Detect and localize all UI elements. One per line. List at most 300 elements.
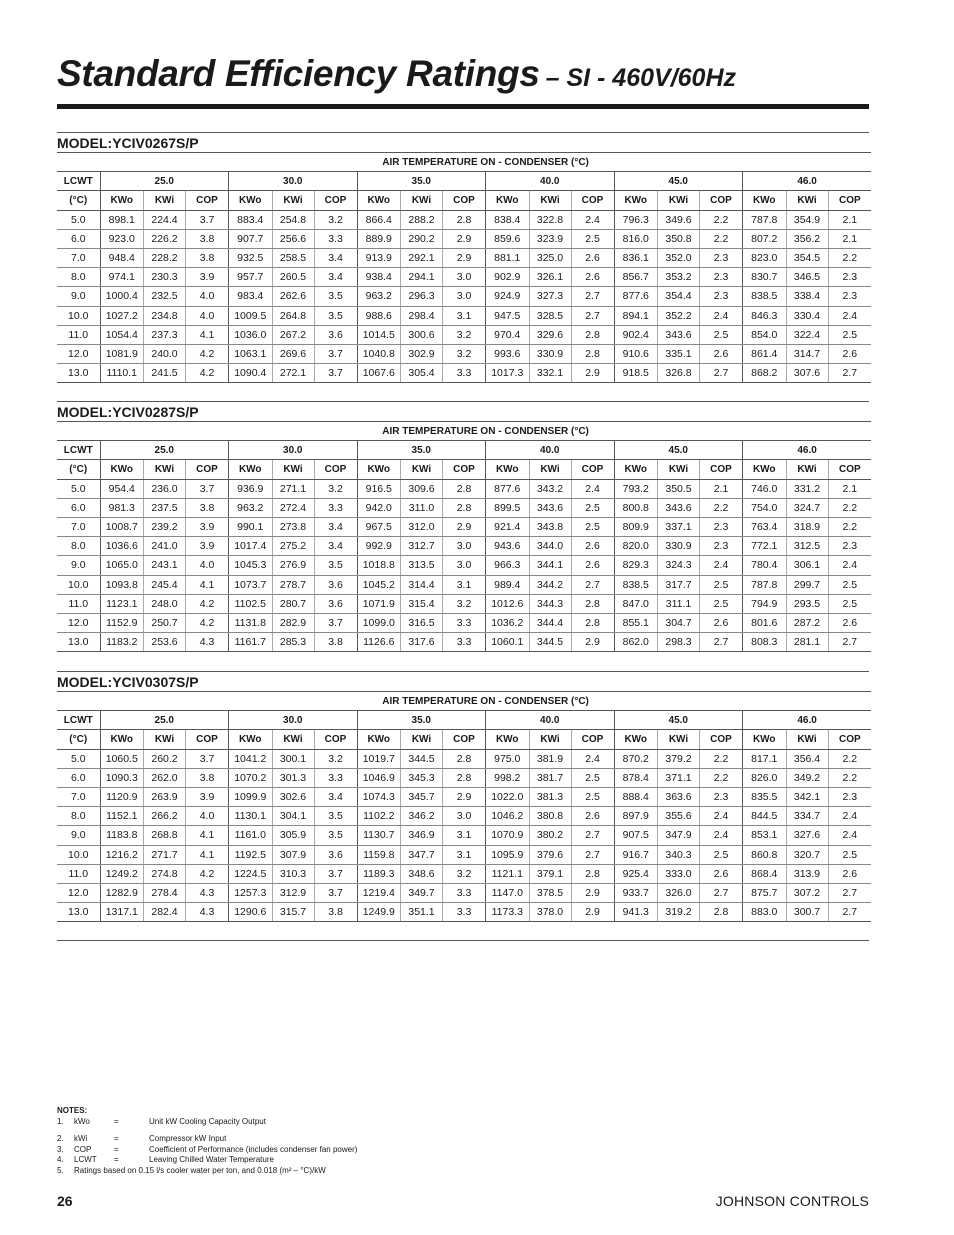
table-cell: 262.6: [272, 287, 314, 306]
table-cell: 353.2: [658, 268, 700, 287]
table-cell: 907.5: [614, 826, 658, 845]
table-cell: 309.6: [401, 479, 443, 498]
table-cell: 237.3: [144, 325, 186, 344]
table-cell: 2.5: [700, 594, 743, 613]
note-item: [57, 1145, 357, 1156]
table-cell: 3.4: [314, 787, 357, 806]
table-cell: 4.1: [186, 575, 229, 594]
table-cell: 2.6: [828, 344, 871, 363]
bottom-rule: [57, 940, 869, 941]
table-cell: 800.8: [614, 498, 658, 517]
table-cell: 305.4: [401, 364, 443, 383]
table-cell: 314.4: [401, 575, 443, 594]
table-cell: 3.2: [443, 864, 486, 883]
table-cell: 938.4: [357, 268, 401, 287]
table-cell: 315.4: [401, 594, 443, 613]
table-cell: 230.3: [144, 268, 186, 287]
table-row: [57, 556, 871, 575]
table-cell: 10.0: [57, 306, 100, 325]
table-cell: 4.2: [186, 344, 229, 363]
table-cell: 3.7: [314, 613, 357, 632]
temp-header: 35.0: [357, 172, 486, 191]
table-cell: 2.6: [571, 537, 614, 556]
column-header: COP: [828, 460, 871, 479]
table-cell: 3.2: [443, 325, 486, 344]
table-cell: 2.4: [828, 306, 871, 325]
table-cell: 2.4: [571, 210, 614, 229]
table-cell: 281.1: [786, 633, 828, 652]
model-name: MODEL:YCIV0267S/P: [57, 135, 199, 151]
table-cell: 974.1: [100, 268, 144, 287]
table-row: [57, 768, 871, 787]
table-cell: 323.9: [529, 229, 571, 248]
table-cell: 2.4: [828, 826, 871, 845]
table-cell: 823.0: [743, 248, 787, 267]
column-header: KWi: [658, 730, 700, 749]
table-cell: 340.3: [658, 845, 700, 864]
table-cell: 1095.9: [486, 845, 530, 864]
table-cell: 6.0: [57, 768, 100, 787]
table-cell: 990.1: [229, 517, 273, 536]
table-cell: 378.5: [529, 883, 571, 902]
table-cell: 936.9: [229, 479, 273, 498]
table-cell: 1073.7: [229, 575, 273, 594]
table-cell: 1046.2: [486, 807, 530, 826]
column-header: COP: [186, 730, 229, 749]
table-cell: 311.0: [401, 498, 443, 517]
table-cell: 2.5: [828, 845, 871, 864]
column-header: KWi: [272, 460, 314, 479]
table-cell: 2.5: [700, 325, 743, 344]
table-cell: 3.3: [443, 903, 486, 922]
table-cell: 1121.1: [486, 864, 530, 883]
table-cell: 2.4: [828, 556, 871, 575]
table-cell: 3.6: [314, 845, 357, 864]
table-cell: 1090.4: [229, 364, 273, 383]
table-cell: 306.1: [786, 556, 828, 575]
empty-cell: [57, 153, 100, 172]
table-cell: 2.9: [571, 903, 614, 922]
column-header: KWo: [100, 460, 144, 479]
table-cell: 3.7: [314, 864, 357, 883]
air-temp-row: [57, 692, 871, 711]
ratings-table: [57, 691, 871, 922]
table-cell: 4.3: [186, 903, 229, 922]
table-cell: 836.1: [614, 248, 658, 267]
table-cell: 1130.7: [357, 826, 401, 845]
table-cell: 1027.2: [100, 306, 144, 325]
table-row: [57, 287, 871, 306]
temp-header-row: [57, 172, 871, 191]
table-cell: 2.4: [571, 479, 614, 498]
unit-header: (°C): [57, 730, 100, 749]
table-cell: 253.6: [144, 633, 186, 652]
table-cell: 3.9: [186, 787, 229, 806]
table-cell: 301.3: [272, 768, 314, 787]
table-cell: 947.5: [486, 306, 530, 325]
table-cell: 13.0: [57, 364, 100, 383]
table-cell: 1152.1: [100, 807, 144, 826]
table-cell: 746.0: [743, 479, 787, 498]
table-cell: 3.7: [186, 749, 229, 768]
table-cell: 2.8: [700, 903, 743, 922]
column-header: KWi: [529, 460, 571, 479]
table-cell: 327.3: [529, 287, 571, 306]
column-header: COP: [828, 730, 871, 749]
table-cell: 3.0: [443, 268, 486, 287]
note-text: Ratings based on 0.15 l/s cooler water per ton, and 0.018 (m² – °C)/kW: [74, 1165, 326, 1175]
note-text: Unit kW Cooling Capacity Output: [149, 1116, 266, 1126]
table-cell: 826.0: [743, 768, 787, 787]
table-cell: 327.6: [786, 826, 828, 845]
table-cell: 2.3: [700, 787, 743, 806]
table-cell: 897.9: [614, 807, 658, 826]
table-cell: 2.9: [443, 248, 486, 267]
table-cell: 2.4: [700, 826, 743, 845]
table-cell: 844.5: [743, 807, 787, 826]
table-cell: 282.9: [272, 613, 314, 632]
table-cell: 1183.8: [100, 826, 144, 845]
table-cell: 3.9: [186, 268, 229, 287]
table-cell: 888.4: [614, 787, 658, 806]
table-cell: 7.0: [57, 787, 100, 806]
table-cell: 2.8: [571, 344, 614, 363]
table-cell: 856.7: [614, 268, 658, 287]
model-name: MODEL:YCIV0307S/P: [57, 674, 199, 690]
table-cell: 245.4: [144, 575, 186, 594]
table-cell: 343.2: [529, 479, 571, 498]
table-cell: 2.2: [828, 248, 871, 267]
table-cell: 3.4: [314, 537, 357, 556]
table-cell: 237.5: [144, 498, 186, 517]
table-cell: 862.0: [614, 633, 658, 652]
note-number: 4.: [57, 1155, 64, 1164]
table-cell: 312.0: [401, 517, 443, 536]
table-cell: 870.2: [614, 749, 658, 768]
table-cell: 2.3: [700, 248, 743, 267]
column-header: COP: [571, 460, 614, 479]
table-cell: 2.5: [828, 575, 871, 594]
table-cell: 352.0: [658, 248, 700, 267]
table-cell: 346.9: [401, 826, 443, 845]
table-cell: 342.1: [786, 787, 828, 806]
table-cell: 3.0: [443, 287, 486, 306]
table-cell: 1257.3: [229, 883, 273, 902]
table-cell: 2.8: [571, 864, 614, 883]
table-cell: 352.2: [658, 306, 700, 325]
table-cell: 983.4: [229, 287, 273, 306]
table-cell: 2.1: [828, 229, 871, 248]
table-cell: 290.2: [401, 229, 443, 248]
table-cell: 1131.8: [229, 613, 273, 632]
table-cell: 2.2: [828, 498, 871, 517]
table-cell: 838.5: [743, 287, 787, 306]
table-cell: 916.5: [357, 479, 401, 498]
table-cell: 344.1: [529, 556, 571, 575]
note-number: 5.: [57, 1165, 64, 1175]
table-cell: 2.6: [828, 613, 871, 632]
table-cell: 1090.3: [100, 768, 144, 787]
column-header: COP: [314, 730, 357, 749]
table-cell: 354.9: [786, 210, 828, 229]
table-cell: 241.5: [144, 364, 186, 383]
note-text: Leaving Chilled Water Temperature: [149, 1155, 274, 1164]
table-cell: 1102.5: [229, 594, 273, 613]
column-header: KWo: [743, 460, 787, 479]
column-header: KWo: [486, 730, 530, 749]
table-cell: 343.6: [658, 325, 700, 344]
note-text: Coefficient of Performance (includes condenser fan power): [149, 1144, 358, 1154]
column-header: KWo: [229, 730, 273, 749]
table-cell: 1074.3: [357, 787, 401, 806]
table-cell: 313.5: [401, 556, 443, 575]
column-header: KWo: [614, 191, 658, 210]
table-cell: 1045.2: [357, 575, 401, 594]
table-cell: 2.4: [700, 306, 743, 325]
table-cell: 243.1: [144, 556, 186, 575]
table-cell: 3.0: [443, 556, 486, 575]
table-cell: 829.3: [614, 556, 658, 575]
temp-header: 46.0: [743, 172, 872, 191]
table-cell: 275.2: [272, 537, 314, 556]
empty-cell: [57, 422, 100, 441]
table-cell: 5.0: [57, 749, 100, 768]
table-cell: 3.1: [443, 575, 486, 594]
table-cell: 878.4: [614, 768, 658, 787]
table-row: [57, 325, 871, 344]
table-cell: 3.5: [314, 556, 357, 575]
table-cell: 3.5: [314, 807, 357, 826]
table-cell: 2.9: [571, 364, 614, 383]
table-cell: 4.2: [186, 594, 229, 613]
table-cell: 2.6: [571, 807, 614, 826]
table-cell: 1054.4: [100, 325, 144, 344]
table-cell: 2.2: [828, 517, 871, 536]
ratings-table: [57, 152, 871, 383]
table-cell: 1282.9: [100, 883, 144, 902]
temp-header: 35.0: [357, 441, 486, 460]
table-cell: 285.3: [272, 633, 314, 652]
table-cell: 846.3: [743, 306, 787, 325]
model-section-0287: [57, 401, 869, 652]
table-cell: 1040.8: [357, 344, 401, 363]
table-cell: 307.6: [786, 364, 828, 383]
table-cell: 3.3: [443, 883, 486, 902]
table-row: [57, 268, 871, 287]
ratings-table: [57, 421, 871, 652]
table-cell: 325.0: [529, 248, 571, 267]
table-cell: 10.0: [57, 845, 100, 864]
table-cell: 351.1: [401, 903, 443, 922]
table-cell: 1060.1: [486, 633, 530, 652]
column-header: KWo: [357, 730, 401, 749]
table-cell: 2.6: [571, 248, 614, 267]
temp-header: 45.0: [614, 711, 743, 730]
table-cell: 772.1: [743, 537, 787, 556]
table-cell: 8.0: [57, 268, 100, 287]
table-cell: 302.9: [401, 344, 443, 363]
table-cell: 379.6: [529, 845, 571, 864]
table-cell: 3.8: [314, 903, 357, 922]
note-item: [57, 1134, 357, 1145]
table-row: [57, 498, 871, 517]
table-cell: 3.3: [314, 498, 357, 517]
table-cell: 282.4: [144, 903, 186, 922]
table-cell: 326.8: [658, 364, 700, 383]
table-cell: 2.6: [828, 864, 871, 883]
column-header: COP: [700, 460, 743, 479]
table-cell: 2.5: [571, 229, 614, 248]
table-cell: 356.4: [786, 749, 828, 768]
table-cell: 2.2: [700, 749, 743, 768]
table-cell: 2.9: [443, 517, 486, 536]
table-cell: 3.3: [443, 633, 486, 652]
table-cell: 883.4: [229, 210, 273, 229]
table-cell: 304.7: [658, 613, 700, 632]
table-cell: 2.7: [700, 883, 743, 902]
table-cell: 232.5: [144, 287, 186, 306]
table-cell: 889.9: [357, 229, 401, 248]
table-cell: 1219.4: [357, 883, 401, 902]
column-header-row: [57, 191, 871, 210]
table-row: [57, 787, 871, 806]
table-cell: 1130.1: [229, 807, 273, 826]
table-cell: 326.1: [529, 268, 571, 287]
table-cell: 3.2: [443, 594, 486, 613]
column-header: KWi: [144, 460, 186, 479]
table-cell: 925.4: [614, 864, 658, 883]
column-header: KWo: [100, 730, 144, 749]
table-row: [57, 633, 871, 652]
table-cell: 2.5: [571, 498, 614, 517]
table-cell: 835.5: [743, 787, 787, 806]
table-cell: 3.7: [314, 344, 357, 363]
table-cell: 6.0: [57, 229, 100, 248]
table-row: [57, 229, 871, 248]
temp-header: 30.0: [229, 441, 358, 460]
lcwt-header: LCWT: [57, 172, 100, 191]
table-cell: 267.2: [272, 325, 314, 344]
table-cell: 260.2: [144, 749, 186, 768]
table-cell: 1159.8: [357, 845, 401, 864]
column-header: KWo: [357, 460, 401, 479]
table-cell: 345.3: [401, 768, 443, 787]
column-header: KWo: [614, 730, 658, 749]
note-abbr: LCWT: [74, 1155, 97, 1164]
temp-header: 46.0: [743, 711, 872, 730]
table-cell: 331.2: [786, 479, 828, 498]
notes-heading: NOTES:: [57, 1106, 88, 1115]
table-cell: 877.6: [614, 287, 658, 306]
table-cell: 2.3: [828, 787, 871, 806]
table-cell: 379.1: [529, 864, 571, 883]
table-cell: 349.6: [658, 210, 700, 229]
table-cell: 970.4: [486, 325, 530, 344]
table-cell: 10.0: [57, 575, 100, 594]
table-cell: 3.9: [186, 537, 229, 556]
table-cell: 2.7: [571, 845, 614, 864]
table-cell: 355.6: [658, 807, 700, 826]
table-cell: 12.0: [57, 344, 100, 363]
table-cell: 4.1: [186, 325, 229, 344]
table-cell: 1110.1: [100, 364, 144, 383]
table-cell: 228.2: [144, 248, 186, 267]
table-cell: 957.7: [229, 268, 273, 287]
table-cell: 300.7: [786, 903, 828, 922]
temp-header: 45.0: [614, 441, 743, 460]
table-cell: 907.7: [229, 229, 273, 248]
table-cell: 350.5: [658, 479, 700, 498]
table-cell: 2.4: [828, 807, 871, 826]
column-header: KWo: [229, 460, 273, 479]
table-cell: 1008.7: [100, 517, 144, 536]
table-cell: 343.6: [529, 498, 571, 517]
table-cell: 2.8: [443, 498, 486, 517]
unit-header: (°C): [57, 460, 100, 479]
table-cell: 916.7: [614, 845, 658, 864]
table-cell: 1147.0: [486, 883, 530, 902]
column-header: KWo: [486, 191, 530, 210]
note-item: [57, 1166, 357, 1177]
table-cell: 787.8: [743, 575, 787, 594]
table-cell: 853.1: [743, 826, 787, 845]
table-cell: 318.9: [786, 517, 828, 536]
table-cell: 2.8: [443, 749, 486, 768]
table-cell: 861.4: [743, 344, 787, 363]
air-temp-row: [57, 153, 871, 172]
table-cell: 883.0: [743, 903, 787, 922]
lcwt-header: LCWT: [57, 441, 100, 460]
table-cell: 2.1: [700, 479, 743, 498]
table-cell: 793.2: [614, 479, 658, 498]
table-cell: 3.5: [314, 287, 357, 306]
table-cell: 1183.2: [100, 633, 144, 652]
table-cell: 2.5: [828, 325, 871, 344]
table-cell: 346.2: [401, 807, 443, 826]
table-row: [57, 903, 871, 922]
column-header: COP: [186, 460, 229, 479]
table-cell: 3.3: [314, 768, 357, 787]
table-cell: 260.5: [272, 268, 314, 287]
table-row: [57, 749, 871, 768]
page-subtitle: – SI - 460V/60Hz: [545, 64, 737, 92]
table-cell: 9.0: [57, 556, 100, 575]
table-cell: 1216.2: [100, 845, 144, 864]
table-row: [57, 517, 871, 536]
table-cell: 234.8: [144, 306, 186, 325]
table-cell: 3.1: [443, 306, 486, 325]
table-cell: 329.6: [529, 325, 571, 344]
table-cell: 4.3: [186, 883, 229, 902]
model-bar: [57, 132, 869, 152]
table-cell: 817.1: [743, 749, 787, 768]
table-cell: 2.7: [828, 883, 871, 902]
table-cell: 3.6: [314, 325, 357, 344]
table-cell: 333.0: [658, 864, 700, 883]
table-cell: 2.9: [443, 229, 486, 248]
table-cell: 1120.9: [100, 787, 144, 806]
table-cell: 3.6: [314, 594, 357, 613]
table-cell: 305.9: [272, 826, 314, 845]
temp-header: 40.0: [486, 441, 615, 460]
footer-brand: JOHNSON CONTROLS: [715, 1193, 869, 1209]
table-cell: 343.8: [529, 517, 571, 536]
table-row: [57, 344, 871, 363]
table-cell: 343.6: [658, 498, 700, 517]
table-cell: 3.7: [186, 210, 229, 229]
note-equals: =: [114, 1155, 119, 1164]
table-cell: 271.1: [272, 479, 314, 498]
